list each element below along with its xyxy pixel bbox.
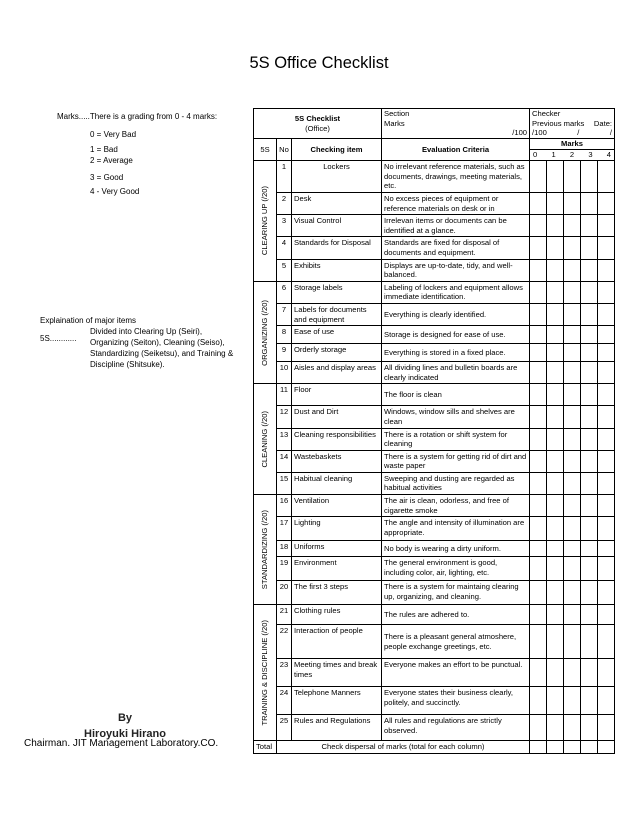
explanation-line: Divided into Clearing Up (Seiri), [90, 327, 203, 336]
checking-item: Telephone Manners [292, 687, 382, 715]
mark-cell-1[interactable] [547, 362, 564, 384]
checker-label: Checker [532, 109, 561, 118]
mark-cell-1[interactable] [547, 193, 564, 215]
section-name: CLEARING UP (/20) [260, 186, 270, 256]
row-number: 20 [277, 581, 292, 605]
row-number: 25 [277, 715, 292, 741]
mark-cell-4[interactable] [598, 281, 615, 303]
mark-cell-3[interactable] [581, 215, 598, 237]
row-number: 14 [277, 450, 292, 472]
evaluation-criteria: Everything is clearly identified. [382, 303, 530, 325]
checking-item: Storage labels [292, 281, 382, 303]
checking-item: Lockers [292, 161, 382, 193]
mark-cell-2[interactable] [564, 495, 581, 517]
checking-item: Uniforms [292, 541, 382, 557]
evaluation-criteria: Sweeping and dusting are regarded as habitual activities [382, 472, 530, 494]
row-number: 9 [277, 344, 292, 362]
section-name: CLEANING (/20) [260, 410, 270, 468]
mark-3-label: 3 [588, 149, 593, 159]
mark-cell-1[interactable] [547, 344, 564, 362]
mark-cell-0[interactable] [530, 428, 547, 450]
mark-cell-4[interactable] [598, 362, 615, 384]
mark-1-label: 1 [551, 149, 556, 159]
mark-cell-2[interactable] [564, 428, 581, 450]
mark-cell-1[interactable] [547, 428, 564, 450]
mark-cell-0[interactable] [530, 384, 547, 406]
mark-cell-3[interactable] [581, 605, 598, 625]
mark-cell-4[interactable] [598, 428, 615, 450]
marks-label: Marks [384, 118, 405, 128]
checking-item: Dust and Dirt [292, 406, 382, 428]
mark-4-label: 4 [606, 149, 611, 159]
mark-cell-1[interactable] [547, 557, 564, 581]
mark-cell-4[interactable] [598, 384, 615, 406]
mark-cell-3[interactable] [581, 303, 598, 325]
mark-cell-2[interactable] [564, 715, 581, 741]
evaluation-criteria: The floor is clean [382, 384, 530, 406]
checklist-row [254, 472, 615, 494]
checking-item: Habitual cleaning [292, 472, 382, 494]
evaluation-criteria: There is a system for maintaing clearing up, organizing, and cleaning. [382, 581, 530, 605]
mark-cell-3[interactable] [581, 541, 598, 557]
mark-cell-0[interactable] [530, 362, 547, 384]
mark-cell-4[interactable] [598, 472, 615, 494]
mark-cell-0[interactable] [530, 344, 547, 362]
evaluation-criteria: There is a system for getting rid of dirt and waste paper [382, 450, 530, 472]
row-number: 7 [277, 303, 292, 325]
mark-cell-2[interactable] [564, 161, 581, 193]
checklist-row [254, 303, 615, 325]
col-header-marks [530, 139, 615, 161]
mark-cell-4[interactable] [598, 557, 615, 581]
evaluation-criteria: No body is wearing a dirty uniform. [382, 541, 530, 557]
mark-cell-2[interactable] [564, 384, 581, 406]
mark-cell-4[interactable] [598, 406, 615, 428]
mark-cell-4[interactable] [598, 659, 615, 687]
mark-cell-4[interactable] [598, 161, 615, 193]
evaluation-criteria: Everyone makes an effort to be punctual. [382, 659, 530, 687]
mark-cell-1[interactable] [547, 326, 564, 344]
section-label-cell [254, 281, 277, 384]
mark-2-label: 2 [569, 149, 575, 159]
mark-cell-2[interactable] [564, 259, 581, 281]
mark-cell-0[interactable] [530, 557, 547, 581]
mark-cell-0[interactable] [530, 472, 547, 494]
row-number: 1 [277, 161, 292, 193]
section-name: ORGANIZING (/20) [260, 299, 270, 366]
mark-cell-4[interactable] [598, 687, 615, 715]
evaluation-criteria: All dividing lines and bulletin boards are clearly indicated [382, 362, 530, 384]
checklist-row [254, 687, 615, 715]
credit-affiliation: Chairman. JIT Management Laboratory.CO. [24, 738, 219, 749]
mark-cell-1[interactable] [547, 659, 564, 687]
evaluation-criteria: No irrelevant reference materials, such as documents, drawings, meeting materials, etc. [382, 161, 530, 193]
evaluation-criteria: There is a rotation or shift system for cleaning [382, 428, 530, 450]
mark-cell-2[interactable] [564, 362, 581, 384]
evaluation-criteria: Standards are fixed for disposal of documents and equipment. [382, 237, 530, 259]
mark-cell-3[interactable] [581, 344, 598, 362]
checking-item: Labels for documents and equipment [292, 303, 382, 325]
mark-cell-0[interactable] [530, 326, 547, 344]
total-note: Check dispersal of marks (total for each column) [277, 741, 530, 754]
checking-item: Wastebaskets [292, 450, 382, 472]
section-name: TRAINING & DISCIPLINE (/20) [260, 620, 270, 726]
mark-cell-1[interactable] [547, 215, 564, 237]
checking-item: Exhibits [292, 259, 382, 281]
mark-cell-4[interactable] [598, 237, 615, 259]
mark-cell-3[interactable] [581, 472, 598, 494]
row-number: 4 [277, 237, 292, 259]
mark-cell-2[interactable] [564, 450, 581, 472]
checking-item: Environment [292, 557, 382, 581]
mark-cell-3[interactable] [581, 281, 598, 303]
checklist-table [253, 108, 615, 754]
section-label: Section [384, 109, 410, 118]
mark-cell-2[interactable] [564, 193, 581, 215]
mark-cell-0[interactable] [530, 715, 547, 741]
mark-cell-4[interactable] [598, 715, 615, 741]
explanation-line: Discipline (Shitsuke). [90, 360, 165, 369]
checklist-row [254, 215, 615, 237]
checklist-row [254, 557, 615, 581]
row-number: 18 [277, 541, 292, 557]
checklist-row [254, 326, 615, 344]
mark-cell-3[interactable] [581, 659, 598, 687]
evaluation-criteria: Labeling of lockers and equipment allows immediate identification. [382, 281, 530, 303]
mark-cell-0[interactable] [530, 625, 547, 659]
checking-item: The first 3 steps [292, 581, 382, 605]
mark-cell-3[interactable] [581, 161, 598, 193]
mark-cell-2[interactable] [564, 541, 581, 557]
mark-cell-0[interactable] [530, 605, 547, 625]
mark-cell-1[interactable] [547, 625, 564, 659]
checking-item: Rules and Regulations [292, 715, 382, 741]
credit-author: Hiroyuki Hirano [84, 728, 166, 740]
mark-cell-3[interactable] [581, 406, 598, 428]
mark-cell-4[interactable] [598, 326, 615, 344]
row-number: 23 [277, 659, 292, 687]
mark-cell-2[interactable] [564, 406, 581, 428]
mark-cell-3[interactable] [581, 557, 598, 581]
mark-cell-0[interactable] [530, 281, 547, 303]
checking-item: Lighting [292, 517, 382, 541]
total-mark-2[interactable] [564, 741, 581, 754]
mark-cell-1[interactable] [547, 303, 564, 325]
mark-cell-1[interactable] [547, 495, 564, 517]
mark-cell-2[interactable] [564, 344, 581, 362]
mark-cell-2[interactable] [564, 215, 581, 237]
explanation-heading: Explaination of major items [40, 316, 137, 325]
mark-cell-4[interactable] [598, 450, 615, 472]
grade-average: 2 = Average [90, 156, 133, 165]
checklist-row [254, 581, 615, 605]
section-label-cell [254, 384, 277, 495]
mark-cell-3[interactable] [581, 259, 598, 281]
checklist-row [254, 659, 615, 687]
row-number: 3 [277, 215, 292, 237]
mark-cell-1[interactable] [547, 259, 564, 281]
row-number: 22 [277, 625, 292, 659]
date-sep: / [577, 128, 580, 138]
mark-cell-1[interactable] [547, 281, 564, 303]
checking-item: Interaction of people [292, 625, 382, 659]
evaluation-criteria: Windows, window sills and shelves are clean [382, 406, 530, 428]
mark-cell-1[interactable] [547, 581, 564, 605]
checking-item: Ease of use [292, 326, 382, 344]
mark-cell-4[interactable] [598, 344, 615, 362]
mark-cell-3[interactable] [581, 193, 598, 215]
mark-cell-2[interactable] [564, 687, 581, 715]
checking-item: Floor [292, 384, 382, 406]
mark-cell-3[interactable] [581, 428, 598, 450]
mark-cell-2[interactable] [564, 326, 581, 344]
mark-cell-4[interactable] [598, 303, 615, 325]
mark-cell-4[interactable] [598, 541, 615, 557]
mark-cell-3[interactable] [581, 625, 598, 659]
mark-cell-1[interactable] [547, 715, 564, 741]
col-header-item: Checking item [292, 139, 382, 161]
total-mark-0[interactable] [530, 741, 547, 754]
mark-cell-1[interactable] [547, 541, 564, 557]
previous-marks-label: Previous marks [532, 118, 585, 128]
mark-cell-4[interactable] [598, 193, 615, 215]
total-label: Total [254, 741, 277, 754]
mark-cell-1[interactable] [547, 687, 564, 715]
mark-0-label: 0 [533, 149, 538, 159]
total-mark-1[interactable] [547, 741, 564, 754]
previous-total: /100 [532, 128, 547, 138]
checker-field[interactable] [530, 109, 615, 139]
checklist-row [254, 541, 615, 557]
row-number: 24 [277, 687, 292, 715]
grade-very-bad: 0 = Very Bad [90, 130, 137, 139]
mark-cell-0[interactable] [530, 517, 547, 541]
mark-cell-3[interactable] [581, 517, 598, 541]
mark-cell-4[interactable] [598, 215, 615, 237]
mark-cell-0[interactable] [530, 406, 547, 428]
row-number: 15 [277, 472, 292, 494]
checking-item: Ventilation [292, 495, 382, 517]
mark-cell-0[interactable] [530, 303, 547, 325]
checklist-row [254, 605, 615, 625]
checklist-row [254, 281, 615, 303]
evaluation-criteria: All rules and regulations are strictly observed. [382, 715, 530, 741]
mark-cell-2[interactable] [564, 581, 581, 605]
explanation-line: Standardizing (Seiketsu), and Training & [90, 349, 234, 358]
checklist-row [254, 715, 615, 741]
mark-cell-3[interactable] [581, 384, 598, 406]
checking-item: Desk [292, 193, 382, 215]
section-name: STANDARDIZING (/20) [260, 510, 270, 590]
evaluation-criteria: The general environment is good, including color, air, lighting, etc. [382, 557, 530, 581]
checklist-row [254, 237, 615, 259]
evaluation-criteria: Everyone states their business clearly, politely, and succinctly. [382, 687, 530, 715]
grade-very-good: 4 - Very Good [90, 187, 140, 196]
row-number: 11 [277, 384, 292, 406]
mark-cell-0[interactable] [530, 687, 547, 715]
mark-cell-0[interactable] [530, 450, 547, 472]
row-number: 17 [277, 517, 292, 541]
checklist-row [254, 384, 615, 406]
mark-cell-2[interactable] [564, 472, 581, 494]
mark-cell-4[interactable] [598, 625, 615, 659]
section-label-cell [254, 495, 277, 605]
mark-cell-0[interactable] [530, 259, 547, 281]
mark-cell-3[interactable] [581, 581, 598, 605]
mark-cell-2[interactable] [564, 557, 581, 581]
page-title: 5S Office Checklist [249, 54, 389, 72]
mark-cell-3[interactable] [581, 450, 598, 472]
mark-cell-4[interactable] [598, 581, 615, 605]
mark-cell-1[interactable] [547, 384, 564, 406]
row-number: 16 [277, 495, 292, 517]
col-header-criteria: Evaluation Criteria [382, 139, 530, 161]
mark-cell-4[interactable] [598, 605, 615, 625]
evaluation-criteria: The angle and intensity of illumination are appropriate. [382, 517, 530, 541]
row-number: 13 [277, 428, 292, 450]
mark-cell-4[interactable] [598, 495, 615, 517]
grade-good: 3 = Good [90, 173, 124, 182]
evaluation-criteria: Irrelevan items or documents can be identified at a glance. [382, 215, 530, 237]
mark-cell-2[interactable] [564, 605, 581, 625]
checklist-row [254, 259, 615, 281]
explanation-label: 5S............ [40, 334, 77, 343]
checklist-row [254, 495, 615, 517]
checklist-row [254, 428, 615, 450]
explanation-line: Organizing (Seiton), Cleaning (Seiso), [90, 338, 225, 347]
marks-legend-intro: Marks.....There is a grading from 0 - 4 marks: [57, 112, 218, 121]
mark-cell-3[interactable] [581, 715, 598, 741]
mark-cell-2[interactable] [564, 517, 581, 541]
col-header-no: No [277, 139, 292, 161]
checking-item: Aisles and display areas [292, 362, 382, 384]
row-number: 19 [277, 557, 292, 581]
mark-cell-0[interactable] [530, 541, 547, 557]
mark-cell-1[interactable] [547, 161, 564, 193]
credit-by: By [117, 712, 133, 724]
row-number: 6 [277, 281, 292, 303]
evaluation-criteria: The rules are adhered to. [382, 605, 530, 625]
marks-total: /100 [512, 128, 528, 138]
mark-cell-0[interactable] [530, 215, 547, 237]
evaluation-criteria: There is a pleasant general atmoshere, people exchange greetings, etc. [382, 625, 530, 659]
checking-item: Standards for Disposal [292, 237, 382, 259]
evaluation-criteria: Everything is stored in a fixed place. [382, 344, 530, 362]
mark-cell-3[interactable] [581, 362, 598, 384]
mark-cell-0[interactable] [530, 659, 547, 687]
mark-cell-1[interactable] [547, 472, 564, 494]
mark-cell-2[interactable] [564, 303, 581, 325]
marks-header-label: Marks [530, 139, 614, 150]
grade-bad: 1 = Bad [90, 145, 118, 154]
mark-cell-2[interactable] [564, 237, 581, 259]
row-number: 21 [277, 605, 292, 625]
mark-cell-3[interactable] [581, 237, 598, 259]
mark-cell-3[interactable] [581, 326, 598, 344]
row-number: 10 [277, 362, 292, 384]
checklist-row [254, 517, 615, 541]
checking-item: Cleaning responsibilities [292, 428, 382, 450]
checklist-row [254, 161, 615, 193]
mark-cell-4[interactable] [598, 517, 615, 541]
row-number: 2 [277, 193, 292, 215]
checking-item: Orderly storage [292, 344, 382, 362]
checking-item: Clothing rules [292, 605, 382, 625]
mark-cell-1[interactable] [547, 237, 564, 259]
mark-cell-2[interactable] [564, 659, 581, 687]
row-number: 5 [277, 259, 292, 281]
mark-cell-1[interactable] [547, 517, 564, 541]
mark-cell-0[interactable] [530, 581, 547, 605]
checklist-row [254, 362, 615, 384]
checklist-title: 5S Checklist [294, 113, 341, 123]
checking-item: Meeting times and break times [292, 659, 382, 687]
mark-cell-1[interactable] [547, 450, 564, 472]
section-label-cell [254, 605, 277, 741]
mark-cell-3[interactable] [581, 687, 598, 715]
section-label-cell [254, 161, 277, 282]
mark-cell-0[interactable] [530, 193, 547, 215]
mark-cell-0[interactable] [530, 237, 547, 259]
total-mark-4[interactable] [598, 741, 615, 754]
mark-cell-0[interactable] [530, 495, 547, 517]
mark-cell-4[interactable] [598, 259, 615, 281]
checklist-row [254, 450, 615, 472]
evaluation-criteria: No excess pieces of equipment or reference materials on desk or in [382, 193, 530, 215]
mark-cell-2[interactable] [564, 625, 581, 659]
evaluation-criteria: Displays are up-to-date, tidy, and well-balanced. [382, 259, 530, 281]
mark-cell-0[interactable] [530, 161, 547, 193]
evaluation-criteria: The air is clean, odorless, and free of cigarette smoke [382, 495, 530, 517]
row-number: 8 [277, 326, 292, 344]
checklist-row [254, 625, 615, 659]
checklist-row [254, 406, 615, 428]
row-number: 12 [277, 406, 292, 428]
checklist-header-cell [254, 109, 382, 139]
mark-cell-1[interactable] [547, 406, 564, 428]
section-field[interactable] [382, 109, 530, 139]
checklist-row [254, 193, 615, 215]
checklist-row [254, 344, 615, 362]
date-label: Date: [593, 118, 613, 128]
checking-item: Visual Control [292, 215, 382, 237]
date-sep: / [609, 128, 613, 138]
total-mark-3[interactable] [581, 741, 598, 754]
mark-cell-2[interactable] [564, 281, 581, 303]
mark-cell-3[interactable] [581, 495, 598, 517]
mark-cell-1[interactable] [547, 605, 564, 625]
evaluation-criteria: Storage is designed for ease of use. [382, 326, 530, 344]
checklist-subtitle: (Office) [305, 123, 330, 133]
col-header-5s: 5S [254, 139, 277, 161]
